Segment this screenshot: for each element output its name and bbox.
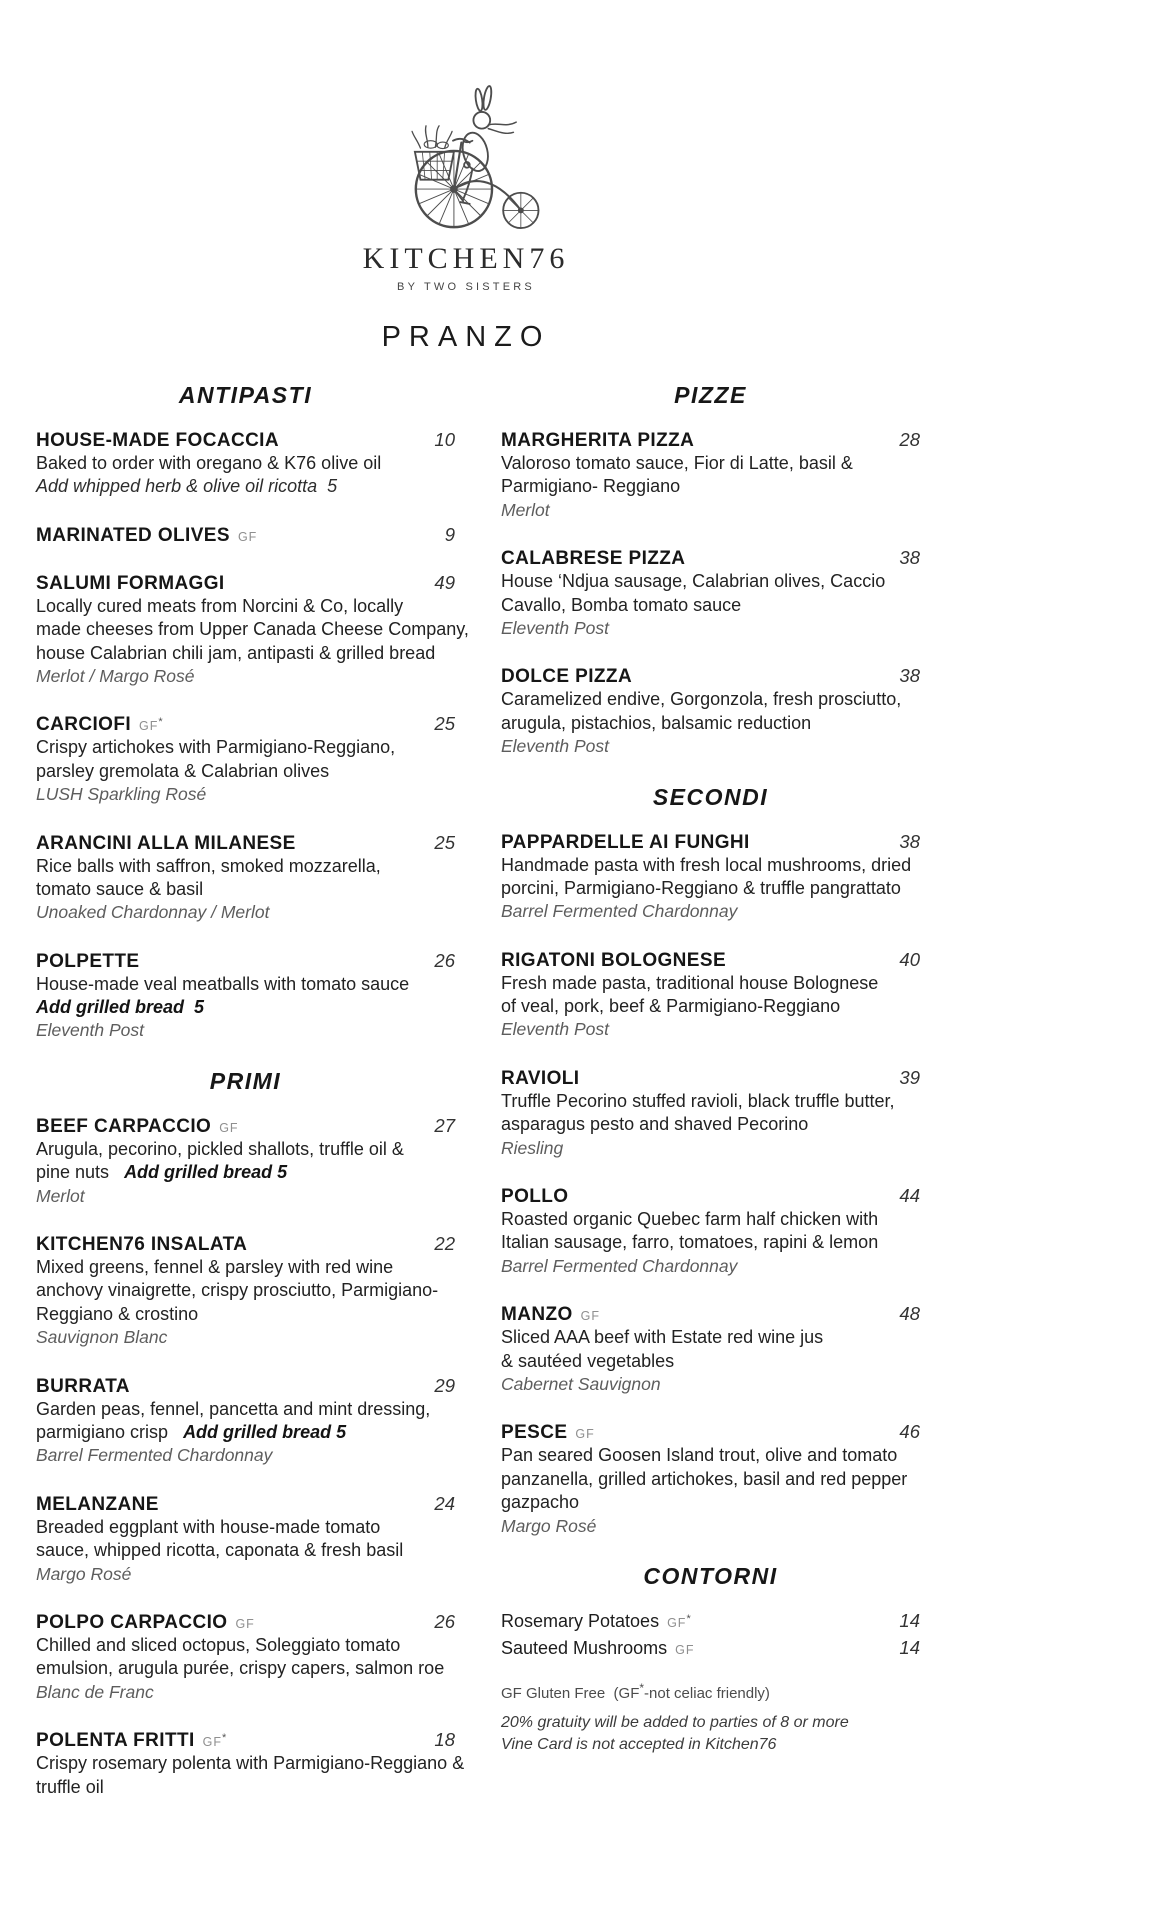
wine-pairing [501,1255,920,1278]
item-price: 38 [899,830,920,852]
item-name-row [501,1185,920,1208]
item-price: 40 [899,948,920,970]
item-description-line [501,972,920,995]
item-name-row [36,429,455,452]
addon-note: Add whipped herb & olive oil ricotta 5 [36,476,338,497]
menu-columns [0,354,932,1824]
item-description-line [36,1657,455,1680]
addon-note: Add grilled bread 5 [183,1421,347,1442]
item-description-line: Arugula, pecorino, pickled shallots, truffle oil & [36,1138,404,1159]
item-price: 44 [899,1185,920,1207]
item-price: 18 [434,1729,455,1751]
item-description-line: Crispy artichokes with Parmigiano-Reggiano, [36,737,396,758]
item-description-line: Cavallo, Bomba tomato sauce [501,594,742,615]
menu-item [36,832,455,925]
gf-badge: GF* [667,1612,692,1630]
item-description-line: pine nuts [36,1162,125,1183]
item-description-line [36,1539,455,1562]
wine-pairing: Eleventh Post [501,736,609,757]
item-description-line [36,1776,455,1799]
side-item-row [501,1637,920,1659]
section-header-primi: PRIMI [209,1067,282,1094]
menu-item [36,1375,455,1468]
gf-badge: GF* [139,716,164,734]
wine-pairing: Barrel Fermented Chardonnay [36,1445,273,1466]
wine-pairing: Sauvignon Blanc [36,1327,168,1348]
wine-pairing [36,1444,455,1467]
item-description-line: House-made veal meatballs with tomato sauce [36,973,410,994]
item-description-line [501,1113,920,1136]
item-name: KITCHEN76 INSALATA [36,1234,248,1256]
item-price: 29 [434,1374,455,1396]
menu-item [36,429,455,499]
item-name-row [501,429,920,452]
item-description-line: Crispy rosemary polenta with Parmigiano-Reggiano & [36,1753,465,1774]
item-name-row [36,1375,455,1398]
item-name: DOLCE PIZZA [501,666,633,688]
item-description-line [36,642,455,665]
item-name-row [501,949,920,972]
item-description-line: tomato sauce & basil [36,878,204,899]
item-description-line [36,736,455,759]
item-price: 27 [434,1114,455,1136]
gf-badge: GF [575,1427,595,1442]
item-description-line [36,760,455,783]
item-description-line: asparagus pesto and shaved Pecorino [501,1114,809,1135]
item-description-line: anchovy vinaigrette, crispy prosciutto, Parmigiano- [36,1280,439,1301]
gluten-free-legend: GF Gluten Free (GF*-not celiac friendly) [501,1680,770,1702]
menu-item [36,950,455,1043]
menu-item [501,949,920,1042]
item-name-row [36,713,455,736]
side-item-row [501,1610,920,1632]
item-description-line [501,854,920,877]
side-item-name: Rosemary Potatoes [501,1610,660,1631]
item-name-row [36,950,455,973]
item-name-row [36,1115,455,1138]
addon-note: Add grilled bread 5 [36,997,205,1018]
gf-badge: GF [237,529,258,544]
item-price: 49 [434,571,455,593]
right-column [501,378,920,1824]
item-name-row [36,1729,455,1752]
item-price: 26 [434,1610,455,1632]
item-description-line [501,1326,920,1349]
item-name-row [36,832,455,855]
wine-pairing: Merlot / Margo Rosé [36,665,195,686]
item-description-line: Sliced AAA beef with Estate red wine jus [501,1327,824,1348]
item-name: HOUSE-MADE FOCACCIA [36,430,279,451]
item-description-line [501,1468,920,1491]
item-description-line: & sautéed vegetables [501,1350,675,1371]
item-description-line [36,878,455,901]
item-description-line: porcini, Parmigiano-Reggiano & truffle pangrattato [501,877,901,898]
item-description-line: Valoroso tomato sauce, Fior di Latte, basil & [501,453,853,473]
menu-item [501,1067,920,1160]
item-description-line [36,1752,465,1775]
wine-pairing [36,665,455,688]
wine-pairing: Unoaked Chardonnay / Merlot [36,902,270,923]
wine-pairing: Barrel Fermented Chardonnay [501,901,738,922]
item-name-row [36,524,455,547]
item-description-line: sauce, whipped ricotta, caponata & fresh basil [36,1540,404,1561]
item-price: 9 [444,523,455,545]
item-name-row [36,572,455,595]
item-price: 38 [899,665,920,687]
item-description-line: parsley gremolata & Calabrian olives [36,760,330,781]
menu-item [36,524,455,547]
menu-item [501,1421,920,1538]
rabbit-bicycle-logo [387,66,545,234]
menu-item [36,571,469,689]
item-name-row [501,1421,920,1444]
section-header-antipasti: ANTIPASTI [178,382,313,408]
brand-header [0,0,932,293]
item-description-line [36,1161,455,1184]
item-description-line: gazpacho [501,1492,580,1513]
item-name-row [501,547,920,570]
wine-pairing [501,900,920,923]
item-description-line: Caramelized endive, Gorgonzola, fresh prosciutto, [501,689,902,710]
item-description-line: emulsion, arugula purée, crispy capers, salmon roe [36,1658,445,1679]
item-name: MARINATED OLIVES [36,524,230,546]
item-name-row [36,1233,455,1256]
item-description-line [36,595,455,618]
wine-pairing [501,1137,920,1160]
wine-pairing: Eleventh Post [36,1020,144,1041]
item-description-line: Fresh made pasta, traditional house Bolognese [501,972,879,993]
wine-pairing [501,1018,920,1041]
section-header-contorni: CONTORNI [643,1562,778,1589]
item-description-line: Handmade pasta with fresh local mushrooms, dried [501,854,912,875]
wine-pairing [36,1563,455,1586]
item-description-line [501,452,920,475]
item-description-line: panzanella, grilled artichokes, basil and red pepper [501,1468,908,1489]
wine-pairing [501,1373,920,1396]
item-name: MELANZANE [36,1493,159,1515]
item-price: 14 [899,1609,920,1631]
item-price: 22 [434,1233,455,1255]
policy-line: 20% gratuity will be added to parties of 8 or more [501,1713,849,1731]
item-name-row [36,1611,455,1634]
gf-badge: GF [675,1642,695,1657]
menu-item [36,1729,465,1799]
item-description-line: Chilled and sliced octopus, Soleggiato tomato [36,1634,401,1655]
item-description-line [36,452,455,475]
item-price: 10 [434,429,455,450]
item-name: MARGHERITA PIZZA [501,430,695,451]
menu-item [36,1493,455,1586]
item-price: 39 [899,1066,920,1088]
menu-title: PRANZO [381,321,551,353]
wine-pairing [501,1515,920,1538]
item-description-line [501,1350,920,1373]
menu-item [36,713,455,806]
item-name: POLPO CARPACCIO [36,1611,228,1633]
item-description-line [36,1421,455,1444]
item-description-line: Roasted organic Quebec farm half chicken with [501,1209,879,1230]
menu-item [501,1185,920,1278]
item-price: 25 [434,831,455,853]
menu-item [36,1611,455,1704]
item-description-line [36,1516,455,1539]
wine-pairing: Cabernet Sauvignon [501,1373,661,1394]
wine-pairing: Riesling [501,1137,564,1158]
gf-badge: GF [235,1616,255,1631]
item-name: RIGATONI BOLOGNESE [501,949,727,971]
wine-pairing: Margo Rosé [501,1515,597,1536]
addon-note: Add grilled bread 5 [124,1162,288,1183]
item-description-line [36,1279,455,1302]
left-column [36,378,469,1824]
side-item-name: Sauteed Mushrooms [501,1637,668,1658]
item-description-line [36,618,469,641]
section-header-pizze: PIZZE [674,382,747,408]
item-price: 46 [899,1421,920,1443]
section-header-secondi: SECONDI [652,783,769,810]
wine-pairing [36,901,455,924]
item-description-line [36,1398,455,1421]
item-description-line: Italian sausage, farro, tomatoes, rapini & lemon [501,1232,879,1253]
item-description-line: Baked to order with oregano & K76 olive oil [36,453,382,473]
menu-item [36,1115,455,1208]
item-description-line [36,475,455,498]
item-description-line [501,995,920,1018]
item-description-line [36,1256,455,1279]
item-name-row [501,1303,920,1326]
item-description-line: Parmigiano- Reggiano [501,476,681,497]
wine-pairing [36,1326,455,1349]
wine-pairing [36,1185,455,1208]
item-description-line: arugula, pistachios, balsamic reduction [501,712,812,733]
policy-fineprint [501,1712,920,1755]
wine-pairing [36,1681,455,1704]
item-description-line: truffle oil [36,1776,104,1797]
item-description-line [501,877,920,900]
item-description-line [36,855,455,878]
wine-pairing [501,735,920,758]
menu-item [501,665,920,758]
item-name: CARCIOFI [36,714,132,736]
item-description-line: Pan seared Goosen Island trout, olive and tomato [501,1445,898,1466]
wine-pairing [501,499,920,522]
item-price: 25 [434,713,455,735]
gf-badge: GF* [202,1731,228,1750]
wine-pairing [36,783,455,806]
wine-pairing: Eleventh Post [501,617,609,638]
item-name-row [501,665,920,688]
item-description-line [36,996,455,1019]
item-description-line [501,1491,920,1514]
wine-pairing [36,1019,455,1042]
wine-pairing: Blanc de Franc [36,1681,154,1702]
item-description-line [36,1634,455,1657]
item-name-row [36,1493,455,1516]
item-name: MANZO [501,1304,573,1326]
item-description-line [501,475,920,498]
item-description-line: Truffle Pecorino stuffed ravioli, black truffle butter, [501,1090,895,1111]
wine-pairing: Merlot [36,1185,85,1206]
item-description-line: Garden peas, fennel, pancetta and mint dressing, [36,1398,431,1419]
item-description-line: of veal, pork, beef & Parmigiano-Reggiano [501,996,841,1017]
item-description-line [36,1138,455,1161]
item-name: POLPETTE [36,950,140,972]
gf-badge: GF [219,1120,239,1135]
item-name: BEEF CARPACCIO [36,1115,212,1137]
brand-name: KITCHEN76 [362,242,570,275]
item-description-line [36,1303,455,1326]
item-description-line: house Calabrian chili jam, antipasti & grilled bread [36,642,436,663]
item-description-line: parmigiano crisp [36,1421,184,1442]
item-description-line: Reggiano & crostino [36,1303,199,1324]
item-name: POLLO [501,1186,569,1208]
item-price: 26 [434,949,455,971]
item-description-line: Mixed greens, fennel & parsley with red wine [36,1257,394,1278]
item-description-line [501,1090,920,1113]
wine-pairing: LUSH Sparkling Rosé [36,784,207,805]
item-description-line: Locally cured meats from Norcini & Co, locally [36,595,404,616]
item-name: CALABRESE PIZZA [501,548,686,570]
item-name: POLENTA FRITTI [36,1730,195,1752]
item-description-line: made cheeses from Upper Canada Cheese Company, [36,619,469,640]
item-name: SALUMI FORMAGGI [36,572,225,594]
item-name: PESCE [501,1422,568,1444]
item-name: ARANCINI ALLA MILANESE [36,832,296,854]
item-name-row [501,1067,920,1090]
item-description-line [501,570,920,593]
wine-pairing: Eleventh Post [501,1019,609,1040]
item-description-line [501,1208,920,1231]
item-name: PAPPARDELLE AI FUNGHI [501,831,750,853]
wine-pairing: Barrel Fermented Chardonnay [501,1255,738,1276]
item-description-line [501,712,920,735]
item-description-line: House ‘Ndjua sausage, Calabrian olives, Caccio [501,571,886,592]
menu-item [501,547,920,640]
item-description-line [36,973,455,996]
wine-pairing: Merlot [501,499,550,520]
item-price: 14 [899,1636,920,1658]
menu-item [501,429,920,522]
item-description-line: Breaded eggplant with house-made tomato [36,1516,381,1537]
item-description-line [501,1231,920,1254]
item-name: BURRATA [36,1375,130,1397]
item-description-line [501,1444,920,1467]
item-price: 48 [899,1303,920,1325]
item-description-line: Rice balls with saffron, smoked mozzarella, [36,855,381,876]
item-name: RAVIOLI [501,1067,580,1089]
policy-line: Vine Card is not accepted in Kitchen76 [501,1735,777,1753]
item-price: 24 [434,1492,455,1514]
wine-pairing [501,617,920,640]
gf-badge: GF [580,1309,601,1324]
menu-item [36,1233,455,1350]
item-description-line [501,594,920,617]
item-price: 28 [899,429,920,450]
item-price: 38 [899,547,920,569]
wine-pairing: Margo Rosé [36,1563,132,1584]
item-description-line [501,688,920,711]
menu-item [501,1303,920,1396]
item-name-row [501,831,920,854]
menu-item [501,831,920,924]
brand-tagline: BY TWO SISTERS [397,281,535,293]
